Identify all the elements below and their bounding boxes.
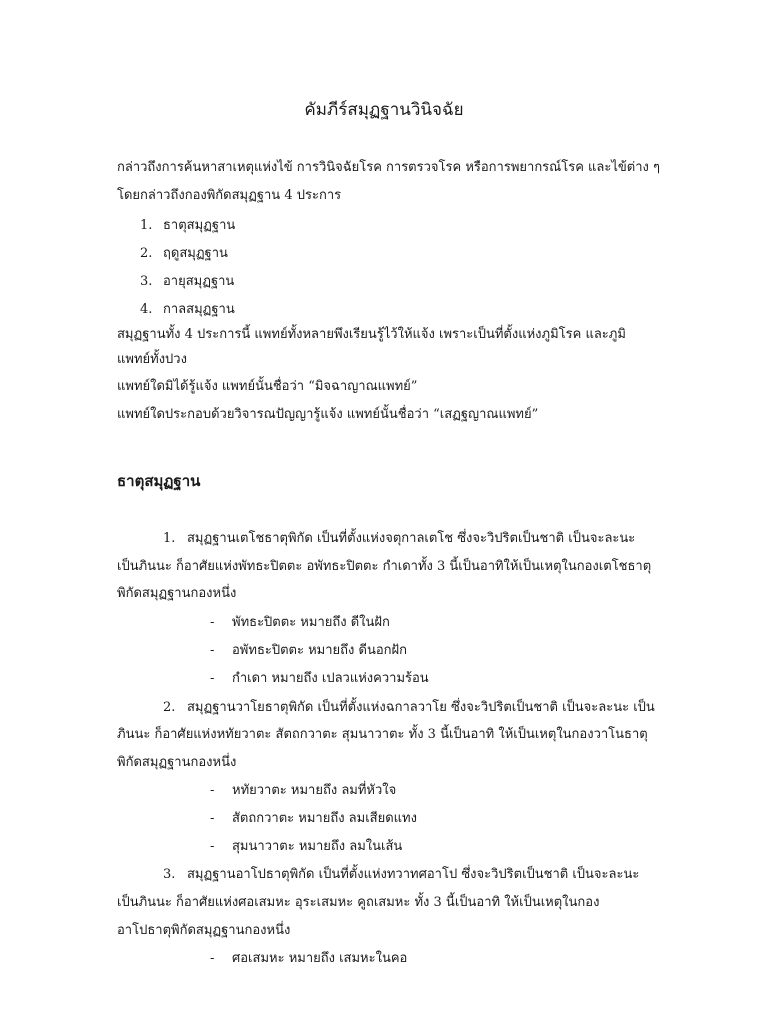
sub-dash: - xyxy=(210,811,215,826)
list-number: 2. xyxy=(140,246,153,261)
sub-item: พัทธะปิตตะ หมายถึง ดีในฝัก xyxy=(232,615,390,630)
sub-dash: - xyxy=(210,643,215,658)
list-number: 4. xyxy=(140,302,153,317)
item-line: พิกัดสมุฏฐานกองหนึ่ง xyxy=(117,755,237,770)
list-number: 1. xyxy=(140,218,153,233)
sub-item: ศอเสมหะ หมายถึง เสมหะในคอ xyxy=(232,951,408,966)
paragraph-line: สมุฏฐานทั้ง 4 ประการนี้ แพทย์ทั้งหลายพึงเรียนรู้ไว้ให้แจ้ง เพราะเป็นที่ตั้งแห่งภูมิโรค และภูมิ xyxy=(117,327,626,342)
sub-item: หทัยวาตะ หมายถึง ลมที่หัวใจ xyxy=(232,783,397,798)
sub-item: กำเดา หมายถึง เปลวแห่งความร้อน xyxy=(232,671,429,686)
list-item: ฤดูสมุฏฐาน xyxy=(163,246,228,261)
item-number: 3. xyxy=(163,867,176,882)
sub-dash: - xyxy=(210,951,215,966)
paragraph-line: แพทย์ใดประกอบด้วยวิจารณปัญญารู้แจ้ง แพทย์นั้นชื่อว่า “เสฏฐญาณแพทย์” xyxy=(117,407,539,422)
item-line: เป็นภินนะ ก็อาศัยแห่งศอเสมหะ อุระเสมหะ คูถเสมหะ ทั้ง 3 นี้เป็นอาทิ ให้เป็นเหตุในกอง xyxy=(117,895,600,910)
paragraph-line: แพทย์ใดมิได้รู้แจ้ง แพทย์นั้นชื่อว่า “มิจฉาญาณแพทย์” xyxy=(117,379,418,394)
list-item: อายุสมุฏฐาน xyxy=(163,274,235,289)
item-number: 1. xyxy=(163,531,176,546)
sub-item: อพัทธะปิตตะ หมายถึง ดีนอกฝัก xyxy=(232,643,408,658)
item-line: ภินนะ ก็อาศัยแห่งหทัยวาตะ สัตถกวาตะ สุมนาวาตะ ทั้ง 3 นี้เป็นอาทิ ให้เป็นเหตุในกองวาโนธาตุ xyxy=(117,727,648,742)
list-item: ธาตุสมุฏฐาน xyxy=(163,218,236,233)
sub-dash: - xyxy=(210,783,215,798)
section-heading: ธาตุสมุฏฐาน xyxy=(117,472,201,490)
item-line: พิกัดสมุฏฐานกองหนึ่ง xyxy=(117,586,237,601)
list-number: 3. xyxy=(140,274,153,289)
item-line: เป็นภินนะ ก็อาศัยแห่งพัทธะปิตตะ อพัทธะปิตตะ กำเดาทั้ง 3 นี้เป็นอาทิให้เป็นเหตุในกองเตโชธาตุ xyxy=(117,559,652,574)
sub-item: สัตถกวาตะ หมายถึง ลมเสียดแทง xyxy=(232,811,417,826)
list-item: กาลสมุฏฐาน xyxy=(163,302,235,317)
item-number: 2. xyxy=(163,700,176,715)
sub-dash: - xyxy=(210,615,215,630)
intro-line-1: กล่าวถึงการค้นหาสาเหตุแห่งไข้ การวินิจฉัยโรค การตรวจโรค หรือการพยากรณ์โรค และไข้ต่าง ๆ xyxy=(117,160,660,175)
sub-dash: - xyxy=(210,671,215,686)
sub-item: สุมนาวาตะ หมายถึง ลมในเส้น xyxy=(232,839,403,854)
item-line: อาโปธาตุพิกัดสมุฏฐานกองหนึ่ง xyxy=(117,923,291,938)
intro-line-2: โดยกล่าวถึงกองพิกัดสมุฏฐาน 4 ประการ xyxy=(117,188,342,203)
item-line: สมุฏฐานวาโยธาตุพิกัด เป็นที่ตั้งแห่งฉกาลวาโย ซึ่งจะวิปริตเป็นชาติ เป็นจะละนะ เป็น xyxy=(187,700,655,715)
document-title: คัมภีร์สมุฏฐานวินิจฉัย xyxy=(304,100,464,120)
item-line: สมุฏฐานเตโชธาตุพิกัด เป็นที่ตั้งแห่งจตุกาลเตโช ซึ่งจะวิปริตเป็นชาติ เป็นจะละนะ xyxy=(187,531,636,546)
item-line: สมุฏฐานอาโปธาตุพิกัด เป็นที่ตั้งแห่งทวาทศอาโป ซึ่งจะวิปริตเป็นชาติ เป็นจะละนะ xyxy=(187,867,640,882)
sub-dash: - xyxy=(210,839,215,854)
paragraph-line: แพทย์ทั้งปวง xyxy=(117,352,187,367)
